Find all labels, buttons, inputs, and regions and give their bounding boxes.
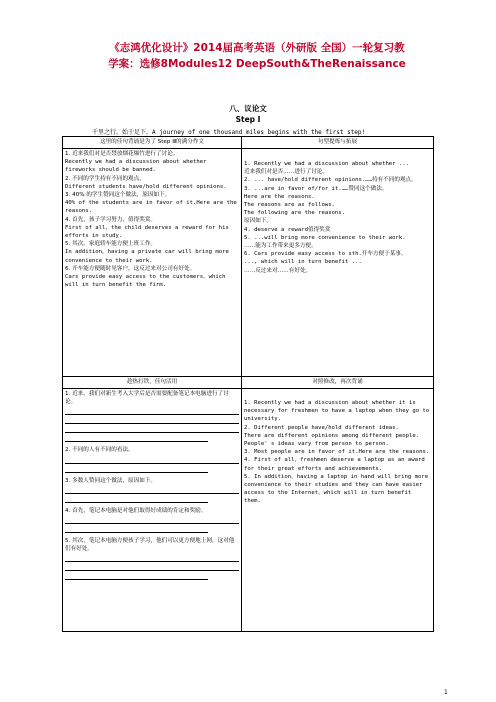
sentence-line: Here are the reasons.: [244, 193, 315, 200]
revision-sentence: 5. In addition，having a laptop in hand will bring more convenience to their studies and they can have easier access to the Internet，which will in turn benefit them.: [244, 473, 429, 505]
title-line-2: 学案：选修8Modules12 DeepSouth&TheRenaissance: [108, 58, 406, 70]
sentence-line: Recently we had a discussion about whether fireworks should be banned.: [65, 159, 207, 174]
answer-blank-line[interactable]: [65, 485, 239, 494]
sentence-line: 5. ...will bring more convenience to their work.: [244, 234, 406, 241]
sentence-line: 2. ... have/hold different opinions.……持有不同的观点。: [244, 177, 417, 184]
sentence-line: 3. 40% 的学生赞同这个做法，原因如下。: [65, 192, 171, 199]
page-number: 1: [444, 689, 448, 696]
writing-table: [62, 136, 434, 632]
sentence-line: First of all，the child deserves a reward for his efforts in study.: [65, 224, 229, 240]
example-sentences-cell: [63, 149, 242, 377]
answer-blank-line[interactable]: [65, 464, 208, 473]
revision-sentence: People' s ideas vary from person to person.: [244, 441, 389, 448]
sentence-line: 2. 不同的学生持有不同的观点。: [65, 175, 145, 182]
answer-blank-line[interactable]: [65, 553, 239, 562]
answer-blank-line[interactable]: [65, 455, 239, 464]
practice-cell: [63, 389, 242, 632]
sentence-line: Cars provide easy access to the customers，which will in turn benefit the firm.: [65, 274, 226, 289]
sentence-line: 40% of the students are in favor of it.Here are the reasons.: [65, 200, 237, 215]
sentence-line: 4. deserve a reward值得奖赏: [244, 226, 331, 233]
header2-left: 趁热打铁，佳句活用: [63, 377, 242, 389]
revision-cell: [242, 389, 434, 632]
sentence-line: 原因如下。: [244, 218, 272, 225]
practice-prompt: 3. 多数人赞同这个做法，原因如下。: [65, 477, 157, 484]
practice-prompt: 5. 其次，笔记本电脑方便孩子学习，他们可以更方便地上网，这对他们有好处。: [65, 538, 235, 553]
step-heading: Step Ⅰ: [235, 115, 261, 124]
sentence-line: ..., which will in turn benefit ...: [244, 259, 362, 266]
sentence-line: The reasons are as follows.: [244, 202, 335, 209]
section-heading: 八、议论文: [229, 104, 267, 113]
sentence-line: ……反过来对……有好处。: [244, 267, 312, 274]
sentence-line: 1. Recently we had a discussion about whether ...: [244, 161, 410, 167]
sentence-line: 4. 首先，孩子学习努力，值得奖赏。: [65, 216, 157, 223]
sentence-line: 近来我们对是否……进行了讨论。: [244, 169, 328, 176]
practice-prompt: 1. 近来，我们对新生考入大学后是否需要配备笔记本电脑进行了讨论。: [65, 391, 229, 406]
sentence-line: 6. 开车能方便随时见客户，这反过来对公司有好处。: [65, 265, 196, 272]
practice-prompt: 4. 首先，笔记本电脑是对他们取得好成绩的肯定和奖励。: [65, 507, 207, 514]
answer-blank-line[interactable]: [65, 571, 208, 580]
sentence-line: 5. 其次，家庭轿车能方便上班工作。: [65, 241, 157, 248]
sentence-line: 3. ...are in favor of/for it.……赞同这个做法。: [244, 185, 388, 192]
table-row-practice: [63, 389, 434, 632]
header2-right: 对照修改，再次背诵: [242, 377, 434, 389]
revision-sentence: 1. Recently we had a discussion about whether it is necessary for freshmen to have a laptop when they go to university.: [244, 400, 430, 423]
pattern-extension-cell: [242, 149, 434, 377]
sentence-line: 1. 近来我们对是否禁放烟花爆竹进行了讨论。: [65, 151, 179, 157]
table-header-row: [63, 137, 434, 149]
answer-blank-line[interactable]: [65, 424, 239, 433]
sentence-line: 6. Cars provide easy access to sth.开车方便于某事。: [244, 251, 407, 258]
practice-prompt: 2. 不同的人有不同的看法。: [65, 447, 134, 454]
answer-blank-line[interactable]: [65, 406, 239, 415]
answer-blank-line[interactable]: [65, 524, 208, 533]
answer-blank-line[interactable]: [65, 515, 239, 524]
proverb: 千里之行，始于足下。A journey of one thousand miles begins with the first step!: [92, 129, 366, 136]
revision-sentence: 4. First of all，freshmen deserve a laptop as an award for their great efforts and achievements.: [244, 457, 425, 472]
sentence-line: The following are the reasons.: [244, 210, 346, 217]
document-title: [92, 40, 422, 72]
sentence-line: Different students have/hold different opinions.: [65, 183, 227, 190]
spacer: [65, 580, 239, 584]
table-header-row-2: [63, 377, 434, 389]
sentence-line: In addition，having a private car will bring more convenience to their work.: [65, 249, 229, 264]
revision-sentence: There are different opinions among different people.: [244, 432, 420, 439]
revision-sentence: 3. Most people are in favor of it.Here are the reasons.: [244, 449, 430, 456]
title-line-1: 《志鸿优化设计》2014届高考英语（外研版 全国）一轮复习教: [109, 42, 405, 54]
header-left: 这里的佳句背诵是为了 Step Ⅲ的满分作文: [63, 137, 242, 149]
header-right: 句型提炼与拓展: [242, 137, 434, 149]
revision-sentence: 2. Different people have/hold different ideas.: [244, 424, 399, 431]
answer-blank-line[interactable]: [65, 433, 208, 442]
sentence-line: ……能为工作带来更多方便。: [244, 243, 317, 250]
table-row-examples: [63, 149, 434, 377]
answer-blank-line[interactable]: [65, 562, 239, 571]
answer-blank-line[interactable]: [65, 494, 208, 503]
answer-blank-line[interactable]: [65, 415, 239, 424]
